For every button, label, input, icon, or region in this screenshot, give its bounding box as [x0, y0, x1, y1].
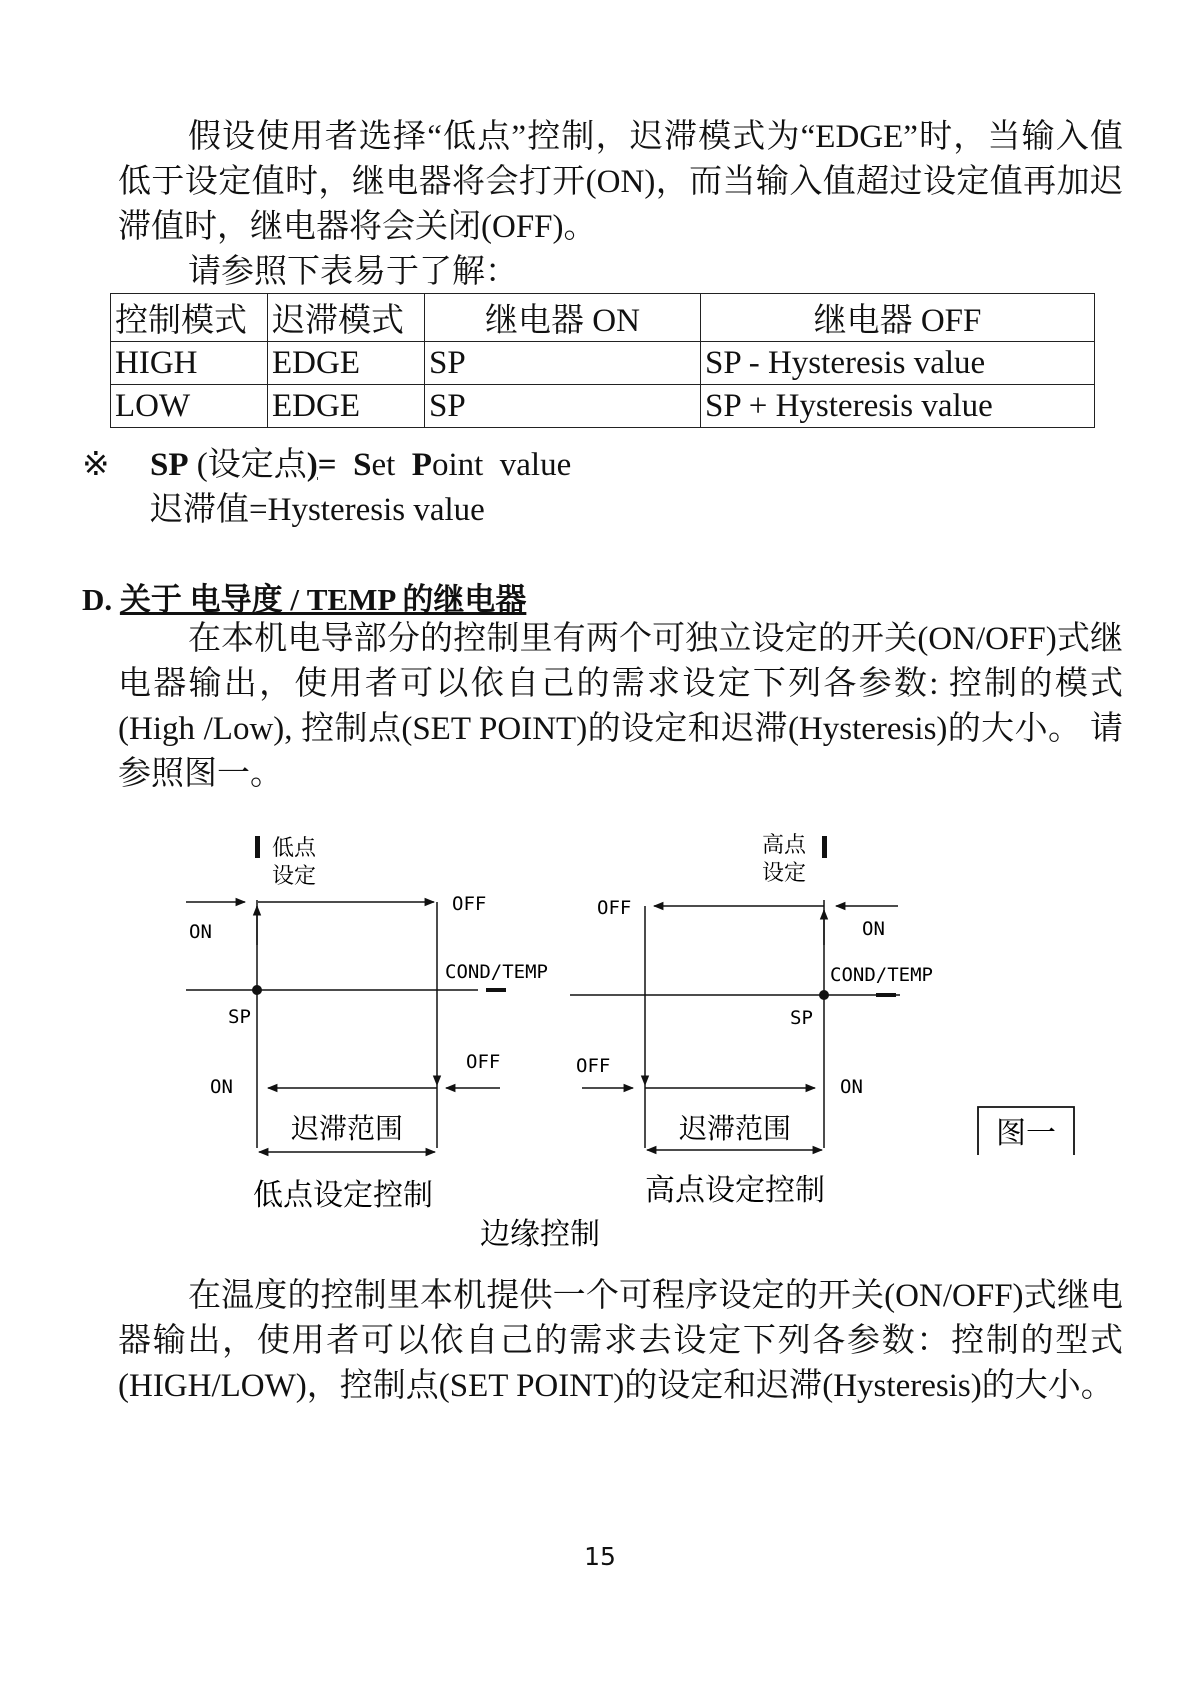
- sp-dot: [252, 985, 262, 995]
- axis-dash: [876, 993, 896, 997]
- high-setpoint-label-line2: 设定: [762, 861, 807, 886]
- low-setpoint-diagram: [186, 836, 548, 1212]
- sp-abbr: SP: [150, 447, 189, 483]
- on-bottom-label: ON: [210, 1076, 233, 1098]
- table-header-cell: 控制模式: [111, 294, 268, 342]
- table-cell: EDGE: [268, 342, 425, 385]
- cond-temp-label: COND/TEMP: [445, 961, 548, 983]
- table-cell: EDGE: [268, 385, 425, 428]
- set-initial: S: [353, 447, 372, 483]
- page-number: 15: [584, 1542, 616, 1571]
- set-rest: et: [371, 447, 396, 483]
- high-setpoint-label-line1: 高点: [762, 833, 807, 858]
- figure-label: 图一: [996, 1117, 1056, 1150]
- low-setpoint-label-line2: 设定: [272, 864, 317, 889]
- note-hysteresis-definition: 迟滞值=Hysteresis value: [150, 492, 485, 528]
- on-top-label: ON: [189, 921, 212, 943]
- setpoint-tick: [822, 836, 827, 858]
- off-bottom-label: OFF: [576, 1055, 611, 1077]
- table-cell: SP: [425, 385, 701, 428]
- on-bottom-label: ON: [840, 1076, 863, 1098]
- off-bottom-label: OFF: [466, 1051, 501, 1073]
- table-header-cell: 继电器 ON: [425, 294, 701, 342]
- table-cell: SP: [425, 342, 701, 385]
- high-setpoint-diagram: [570, 833, 933, 1207]
- section-d-letter: D.: [82, 582, 113, 617]
- sp-label: SP: [790, 1007, 813, 1029]
- low-setpoint-caption: 低点设定控制: [253, 1179, 433, 1212]
- axis-dash: [486, 988, 506, 992]
- sp-close: ): [306, 447, 318, 483]
- high-setpoint-caption: 高点设定控制: [645, 1174, 825, 1207]
- section-d-title: 关于 电导度 / TEMP 的继电器: [119, 582, 527, 617]
- table-intro-text: 请参照下表易于了解：: [188, 254, 518, 290]
- on-top-label: ON: [862, 918, 885, 940]
- note-symbol: ※: [82, 447, 110, 483]
- low-setpoint-label-line1: 低点: [272, 836, 317, 861]
- sp-label: SP: [228, 1006, 251, 1028]
- table-cell: SP + Hysteresis value: [701, 385, 1095, 428]
- section-d-paragraph: 在本机电导部分的控制里有两个可独立设定的开关(ON/OFF)式继电器输出，使用者可以依自己的需求设定下列各参数: 控制的模式(High /Low), 控制点(SET POINT)的设定和迟滞(Hysteresis)的大小。 请参照图一。: [118, 621, 1123, 792]
- sp-equals: =: [317, 447, 337, 483]
- temperature-paragraph: 在温度的控制里本机提供一个可程序设定的开关(ON/OFF)式继电器输出，使用者可以依自己的需求去设定下列各参数：控制的型式(HIGH/LOW)，控制点(SET POINT)的设定和迟滞(Hysteresis)的大小。: [118, 1278, 1123, 1404]
- off-top-label: OFF: [452, 893, 487, 915]
- intro-paragraph: 假设使用者选择“低点”控制，迟滞模式为“EDGE”时，当输入值低于设定值时，继电器将会打开(ON)，而当输入值超过设定值再加迟滞值时，继电器将会关闭(OFF)。: [118, 119, 1123, 245]
- point-rest: oint: [431, 447, 484, 483]
- hysteresis-range-label: 迟滞范围: [678, 1114, 792, 1145]
- table-header-cell: 继电器 OFF: [701, 294, 1095, 342]
- table-header-cell: 迟滞模式: [268, 294, 425, 342]
- setpoint-tick: [255, 836, 260, 858]
- table-cell: HIGH: [111, 342, 268, 385]
- off-top-label: OFF: [597, 897, 632, 919]
- hysteresis-range-label: 迟滞范围: [290, 1114, 404, 1145]
- table-cell: SP - Hysteresis value: [701, 342, 1095, 385]
- sp-dot: [819, 990, 829, 1000]
- sp-paren: (设定点: [196, 447, 307, 483]
- cond-temp-label: COND/TEMP: [830, 964, 933, 986]
- point-initial: P: [411, 447, 432, 483]
- value-word: value: [499, 447, 572, 483]
- edge-control-caption: 边缘控制: [480, 1218, 600, 1251]
- table-cell: LOW: [111, 385, 268, 428]
